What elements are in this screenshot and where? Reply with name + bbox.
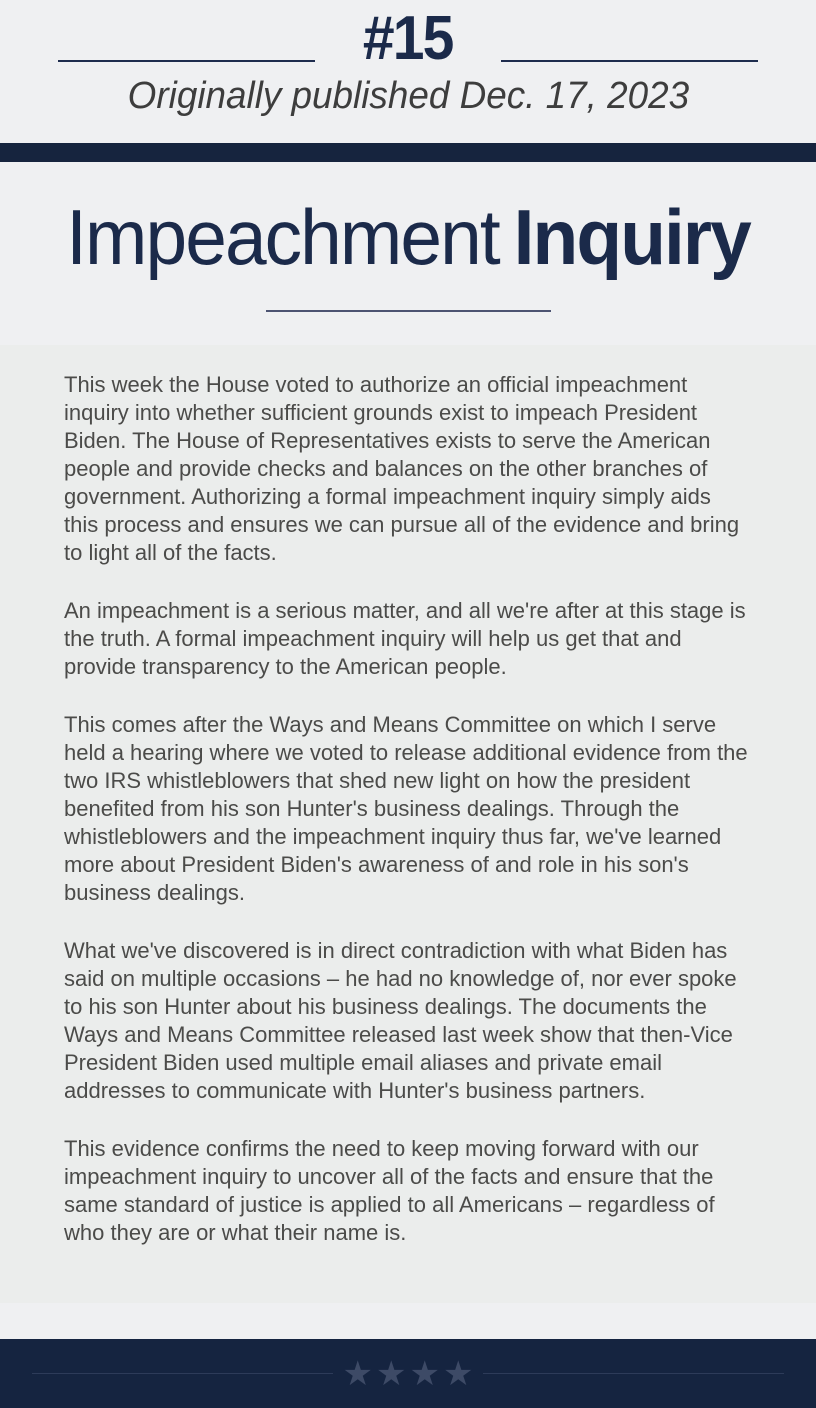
star-row bbox=[342, 1354, 474, 1393]
article-title bbox=[16, 194, 799, 280]
paragraph-1: This week the House voted to authorize an official impeachment inquiry into whether sufficient grounds exist to impeach President Biden. The House of Representatives exists to serve the American people and provide checks and balances on the other branches of government. Authorizing a formal impeachment inquiry simply aids this process and ensures we can pursue all of the evidence and bring to light all of the facts. bbox=[64, 372, 740, 565]
published-date: Originally published Dec. 17, 2023 bbox=[127, 75, 689, 117]
issue-right-rule bbox=[501, 60, 758, 62]
star-icon: ★ bbox=[376, 1354, 407, 1393]
star-icon: ★ bbox=[409, 1354, 440, 1393]
issue-number-row bbox=[0, 6, 816, 72]
paragraph-4: What we've discovered is in direct contradiction with what Biden has said on multiple occasions – he had no knowledge of, nor ever spoke to his son Hunter about his business dealings. The documents the Ways and Means Committee released last week show that then-Vice President Biden used multiple email aliases and private email addresses to communicate with Hunter's business partners. bbox=[64, 938, 737, 1103]
issue-number: #15 bbox=[363, 4, 453, 73]
title-underline bbox=[266, 310, 551, 312]
footer-left-rule bbox=[32, 1373, 333, 1374]
footer bbox=[0, 1339, 816, 1408]
title-word-bold: Inquiry bbox=[513, 193, 750, 281]
title-section bbox=[0, 162, 816, 345]
paragraph-3: This comes after the Ways and Means Committee on which I serve held a hearing where we voted to release additional evidence from the two IRS whistleblowers that shed new light on how the president benefited from his son Hunter's business dealings. Through the whistleblowers and the impeachment inquiry thus far, we've learned more about President Biden's awareness of and role in his son's business dealings. bbox=[64, 712, 748, 905]
header bbox=[0, 0, 816, 143]
title-word-regular: Impeachment bbox=[66, 193, 499, 281]
spacer-strip bbox=[0, 1303, 816, 1339]
star-icon: ★ bbox=[342, 1354, 374, 1393]
star-icon: ★ bbox=[442, 1354, 474, 1393]
paragraph-2: An impeachment is a serious matter, and all we're after at this stage is the truth. A formal impeachment inquiry will help us get that and provide transparency to the American people. bbox=[64, 598, 746, 679]
issue-left-rule bbox=[58, 60, 315, 62]
paragraph-5: This evidence confirms the need to keep moving forward with our impeachment inquiry to uncover all of the facts and ensure that the same standard of justice is applied to all Americans – regardless of who they are or what their name is. bbox=[64, 1136, 715, 1245]
article-body bbox=[0, 345, 816, 1303]
footer-right-rule bbox=[483, 1373, 784, 1374]
divider-bar bbox=[0, 143, 816, 162]
